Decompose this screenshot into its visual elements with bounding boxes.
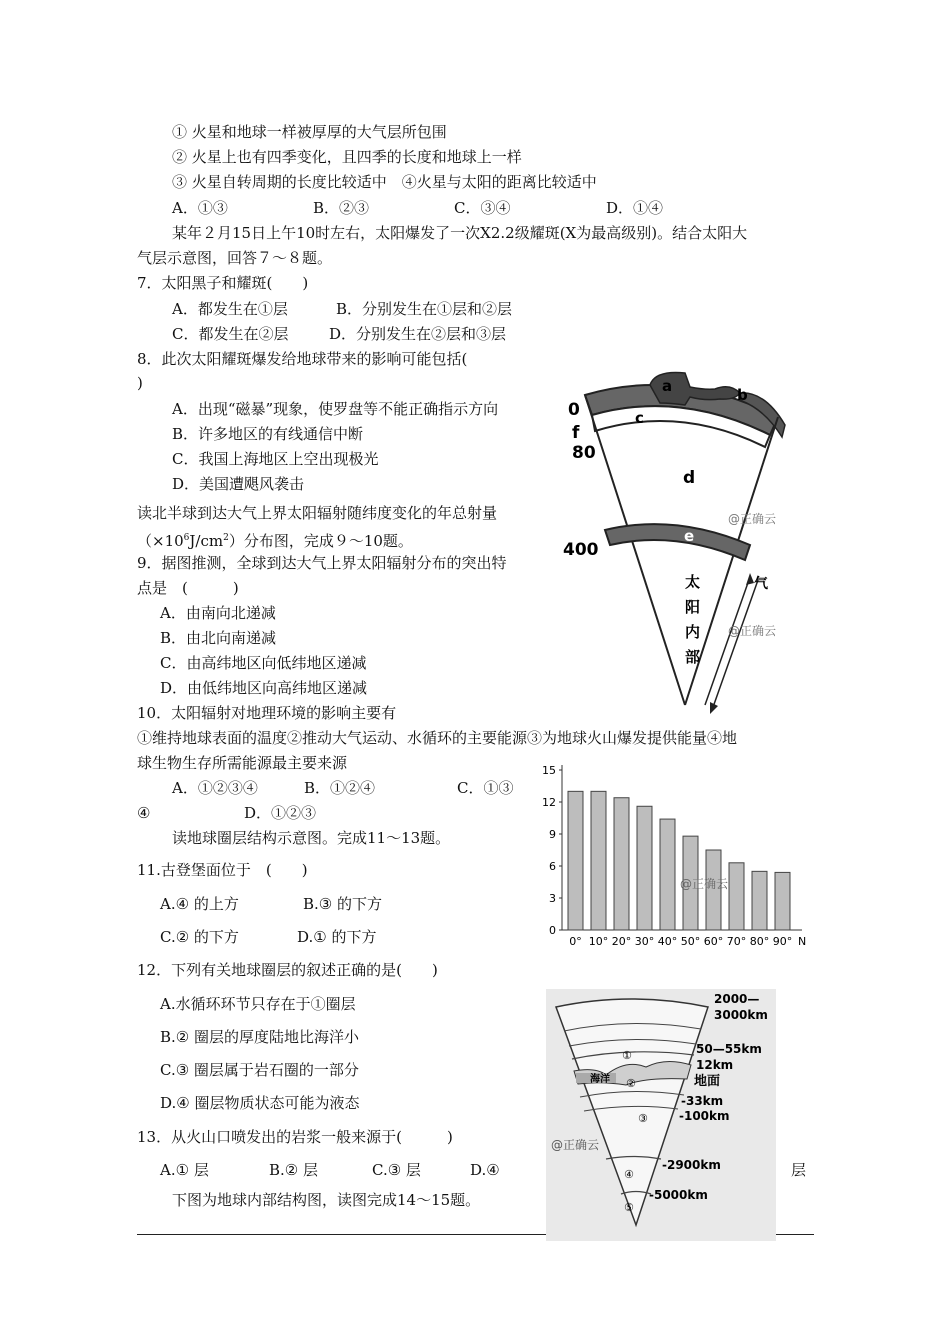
- x-tick-label: 20°: [611, 935, 632, 948]
- earth-layers-diagram: [546, 989, 776, 1241]
- x-tick-label: 80°: [749, 935, 770, 948]
- bar: [637, 806, 652, 930]
- q9-stem-1: 9．据图推测，全球到达大气上界太阳辐射分布的突出特: [137, 554, 507, 572]
- q12-option-a: A.水循环环节只存在于①圈层: [160, 995, 356, 1013]
- q10-option-b: B．①②④: [304, 779, 376, 797]
- depth-80: 80: [572, 443, 596, 463]
- label-b: b: [737, 386, 748, 404]
- watermark-2: @正确云: [728, 624, 777, 638]
- chart-bars: [568, 791, 790, 930]
- q11-option-d: D.① 的下方: [297, 928, 377, 946]
- q6-option-d: D．①④: [606, 199, 664, 217]
- q8-option-b: B．许多地区的有线通信中断: [172, 425, 364, 443]
- y-tick-label: 3: [549, 892, 556, 905]
- layer-4: ④: [624, 1168, 634, 1181]
- x-tick-label: 70°: [726, 935, 747, 948]
- y-tick-label: 9: [549, 828, 556, 841]
- q6-option-b: B．②③: [313, 199, 370, 217]
- y-tick-label: 6: [549, 860, 556, 873]
- interior-char-2: 阳: [685, 598, 701, 616]
- q12-option-b: B.② 圈层的厚度陆地比海洋小: [160, 1028, 360, 1046]
- layer-1: ①: [622, 1049, 632, 1062]
- q6-item-2: ② 火星上也有四季变化，且四季的长度和地球上一样: [172, 148, 522, 166]
- intro-14-15: 下图为地球内部结构图，读图完成14～15题。: [172, 1191, 481, 1209]
- layer-5: ⑤: [624, 1201, 634, 1214]
- x-tick-label: 90°: [772, 935, 793, 948]
- bar: [729, 863, 744, 930]
- arrow-up: [705, 577, 750, 705]
- q10-statement-line-2: 球生物生存所需能源最主要来源: [137, 754, 348, 772]
- ocean-label: 海洋: [590, 1074, 610, 1085]
- q13-option-b: B.② 层: [269, 1161, 319, 1179]
- q10-option-c-cont: ④: [137, 804, 151, 822]
- q10-option-d: D．①②③: [244, 804, 317, 822]
- q9-option-c: C．由高纬地区向低纬地区递减: [160, 654, 367, 672]
- km-top-1: 2000—: [714, 992, 760, 1006]
- depth-400: 400: [563, 540, 599, 560]
- q11-option-b: B.③ 的下方: [303, 895, 383, 913]
- q7-option-a: A．都发生在①层: [172, 300, 288, 318]
- radiation-bar-chart: [530, 760, 820, 952]
- q10-option-c: C．①③: [457, 779, 514, 797]
- y-tick-label: 12: [542, 796, 556, 809]
- q11-option-c: C.② 的下方: [160, 928, 239, 946]
- layer-3: ③: [638, 1112, 648, 1125]
- q6-item-3: ③ 火星自转周期的长度比较适中 ④火星与太阳的距离比较适中: [172, 173, 597, 191]
- q13-option-d-tail: 层: [791, 1161, 807, 1179]
- km-top-2: 3000km: [714, 1008, 768, 1022]
- q7-stem: 7．太阳黑子和耀斑( ): [137, 274, 309, 292]
- q9-option-b: B．由北向南递减: [160, 629, 277, 647]
- earth-watermark: @正确云: [551, 1138, 600, 1152]
- q11-stem: 11.古登堡面位于 ( ): [137, 861, 308, 879]
- x-unit-label: N: [798, 935, 807, 948]
- q8-option-d: D．美国遭飓风袭击: [172, 475, 305, 493]
- sun-atmosphere-diagram: [560, 365, 790, 720]
- km-55: 50—55km: [696, 1042, 762, 1056]
- label-e: e: [684, 527, 695, 545]
- q8-stem-1: 8．此次太阳耀斑爆发给地球带来的影响可能包括(: [137, 350, 468, 368]
- q6-option-c: C．③④: [454, 199, 511, 217]
- bar: [752, 871, 767, 930]
- label-a: a: [662, 377, 673, 395]
- y-tick-label: 0: [549, 924, 556, 937]
- q6-option-a: A．①③: [172, 199, 228, 217]
- q8-option-c: C．我国上海地区上空出现极光: [172, 450, 379, 468]
- intro-9-10-line-1: 读北半球到达大气上界太阳辐射随纬度变化的年总射量: [137, 504, 498, 522]
- x-tick-label: 40°: [657, 935, 678, 948]
- q10-statement-line-1: ①维持地球表面的温度②推动大气运动、水循环的主要能源③为地球火山爆发提供能量④地: [137, 729, 738, 747]
- q7-option-d: D．分别发生在②层和③层: [329, 325, 507, 343]
- q7-option-b: B．分别发生在①层和②层: [336, 300, 513, 318]
- q10-stem: 10．太阳辐射对地理环境的影响主要有: [137, 704, 397, 722]
- interior-char-3: 内: [685, 623, 701, 641]
- chart-watermark: @正确云: [680, 877, 729, 891]
- watermark-1: @正确云: [728, 512, 777, 526]
- x-tick-label: 60°: [703, 935, 724, 948]
- km-2900: -2900km: [662, 1158, 721, 1172]
- bar: [614, 798, 629, 930]
- bar: [775, 872, 790, 930]
- x-tick-label: 10°: [588, 935, 609, 948]
- q6-item-1: ① 火星和地球一样被厚厚的大气层所包围: [172, 123, 447, 141]
- q12-option-c: C.③ 圈层属于岩石圈的一部分: [160, 1061, 359, 1079]
- km-100: -100km: [679, 1109, 730, 1123]
- label-c: c: [635, 409, 644, 427]
- ground-label: 地面: [694, 1074, 721, 1089]
- intro-11-13: 读地球圈层结构示意图。完成11～13题。: [172, 829, 451, 847]
- km-12: 12km: [696, 1058, 734, 1072]
- q8-stem-2: ): [137, 374, 143, 392]
- q11-option-a: A.④ 的上方: [160, 895, 239, 913]
- km-5000: -5000km: [649, 1188, 708, 1202]
- label-f: f: [572, 423, 580, 443]
- intro-9-10-line-2: $(\times 10^6J/cm^2)$分布图，完成９～10题。: [137, 532, 413, 550]
- interior-char-4: 部: [685, 648, 701, 666]
- q9-option-a: A．由南向北递减: [160, 604, 276, 622]
- interior-char-1: 太: [685, 573, 701, 591]
- e-band: [605, 524, 750, 560]
- x-tick-label: 30°: [634, 935, 655, 948]
- side-label: 气: [754, 576, 768, 592]
- layer-2: ②: [626, 1077, 636, 1090]
- depth-0: 0: [568, 400, 580, 420]
- q13-stem: 13．从火山口喷发出的岩浆一般来源于( ): [137, 1128, 453, 1146]
- q10-option-a: A．①②③④: [172, 779, 258, 797]
- bar: [568, 791, 583, 930]
- x-tick-label: 0°: [569, 935, 582, 948]
- q12-option-d: D.④ 圈层物质状态可能为液态: [160, 1094, 360, 1112]
- label-d: d: [683, 468, 696, 488]
- q13-option-d: D.④: [470, 1161, 500, 1179]
- q7-option-c: C．都发生在②层: [172, 325, 289, 343]
- y-tick-label: 15: [542, 764, 556, 777]
- x-tick-label: 50°: [680, 935, 701, 948]
- bar: [660, 819, 675, 930]
- km-33: -33km: [681, 1094, 724, 1108]
- q8-option-a: A．出现“磁暴”现象，使罗盘等不能正确指示方向: [172, 400, 499, 418]
- intro-7-8-line-2: 气层示意图，回答７～８题。: [137, 249, 333, 267]
- arrow-up-head: [746, 573, 754, 585]
- q13-option-c: C.③ 层: [372, 1161, 421, 1179]
- bar: [591, 791, 606, 930]
- q12-stem: 12．下列有关地球圈层的叙述正确的是( ): [137, 961, 438, 979]
- q9-stem-2: 点是 ( ): [137, 579, 239, 597]
- q13-option-a: A.① 层: [160, 1161, 209, 1179]
- left-edge: [585, 395, 685, 705]
- intro-7-8-line-1: 某年２月15日上午10时左右，太阳爆发了一次X2.2级耀斑(X为最高级别)。结合太阳大: [172, 224, 748, 242]
- q9-option-d: D．由低纬地区向高纬地区递减: [160, 679, 368, 697]
